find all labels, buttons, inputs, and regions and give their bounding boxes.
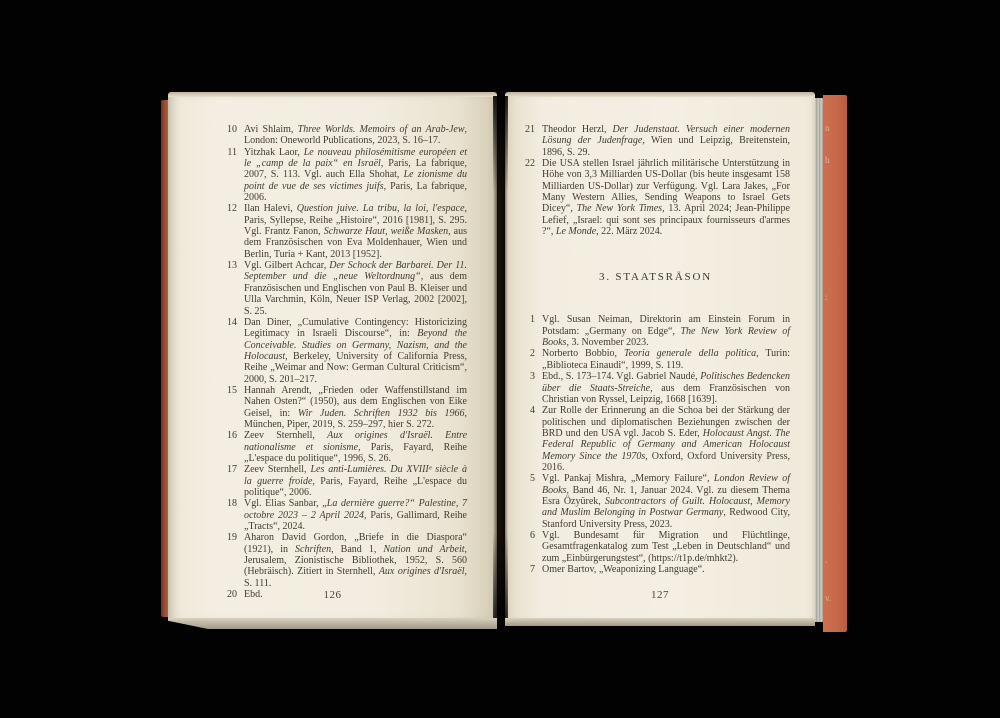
footnote-item [223,430,467,464]
footnote-item [521,564,790,575]
footnote-number: 5 [530,473,535,485]
footnote-item [223,464,467,498]
footnote-number: 10 [227,124,237,135]
fore-edge-showthrough-glyph: . [825,555,828,565]
footnote-text: Vgl. Susan Neiman, Direktorin am Einstein Forum in Potsdam: „Germany on Edge“, The New York Review of Books, 3. November 2023. [542,314,791,349]
footnote-text: Vgl. Gilbert Achcar, Der Schock der Barbarei. Der 11. September und die „neue Weltordnung“, aus dem Französischen und Englischen von Paul B. Kleiser und Ulla Varchmin, Köln, Neuer ISP Verlag, 2002 [2002], S. 25. [244,260,467,317]
footnote-text: Aharon David Gordon, „Briefe in die Diaspora“ (1921), in Schriften, Band 1, Nation und Arbeit, Jerusalem, Zionistische Bibliothek, 1952, S. 560 (Hebräisch). Zitiert in Sternhell, Aux origines d'Israël, S. 111. [244,532,467,589]
footnote-item [223,203,467,260]
footnote-number: 11 [227,146,237,158]
footnote-number: 22 [525,158,535,170]
footnote-item [521,405,790,473]
footnote-text: Ebd., S. 173–174. Vgl. Gabriel Naudé, Politisches Bedencken über die Staats-Streiche, aus dem Französischen von Christian von Ryssel, Leipzig, 1668 [1639]. [542,371,790,405]
footnotes-list-right-top [521,124,790,237]
fore-edge-showthrough-glyph: h [825,155,830,165]
fore-edge-showthrough-glyph: : [825,292,828,302]
footnote-text: Ebd. [244,589,263,601]
footnote-text: Die USA stellen Israel jährlich militärische Unterstützung in Höhe von 3,3 Milliarden US-Dollar (bis heute insgesamt 158 Milliarden US-Dollar) zur Verfügung. Vgl. Lara Jakes, „For Many Western Allies, Sending Weapons to Israel Gets Dicey“, The New York Times, 13. April 2024; Jean-Philippe Lefief, „Israel: qui sont ses principaux fournisseurs d'armes ?“, Le Monde, 22. März 2024. [542,158,790,238]
footnote-item [521,348,790,371]
footnote-item [223,532,467,589]
footnote-item [223,260,467,317]
footnote-number: 18 [227,498,237,510]
footnote-text: Zeev Sternhell, Les anti-Lumières. Du XVIIIᵉ siècle à la guerre froide, Paris, Fayard, Reihe „L'espace du politique“, 2006. [244,464,467,498]
footnote-number: 4 [530,405,535,417]
footnote-number: 13 [227,260,237,272]
footnote-number: 7 [530,564,535,575]
footnote-text: Norberto Bobbio, Teoria generale della politica, Turin: „Biblioteca Einaudi“, 1999, S. 119. [542,348,791,371]
fore-edge-showthrough-glyph: v. [825,593,832,603]
book-cover-edge-right [823,95,847,632]
page-number-left: 126 [323,589,342,601]
page-number-right: 127 [651,589,669,601]
footnote-text: Dan Diner, „Cumulative Contingency: Historicizing Legitimacy in Israeli Discourse“, in: Beyond the Conceivable. Studies on Germany, Nazism, and the Holocaust, Berkeley, University of California Press, Reihe „Weimar and Now: German Cultural Criticism“, 2000, S. 201–217. [244,316,467,385]
footnote-item [521,530,790,564]
footnote-item [223,385,467,430]
footnote-item [223,147,467,204]
book-page-right [505,97,815,618]
footnote-item [521,371,790,405]
fore-edge-showthrough-glyph: n [825,123,830,133]
footnote-text: Vgl. Pankaj Mishra, „Memory Failure“, London Review of Books, Band 46, Nr. 1, Januar 2024. Vgl. zu diesem Thema Esra Özyürek, Subcontractors of Guilt. Holocaust, Memory and Muslim Belonging in Postwar Germany, Redwood City, Stanford University Press, 2023. [542,473,791,530]
section-heading: 3. STAATSRÄSON [599,271,712,284]
book-gutter-shadow [493,96,508,628]
footnote-number: 12 [227,203,237,215]
footnote-number: 20 [227,589,237,601]
footnote-text: Theodor Herzl, Der Judenstaat. Versuch einer modernen Lösung der Judenfrage, Wien und Leipzig, Breitenstein, 1896, S. 29. [542,124,790,158]
footnote-text: Zur Rolle der Erinnerung an die Schoa bei der Stärkung der politischen und diplomatischen Beziehungen zwischen der BRD und den USA vgl. Jacob S. Eder, Holocaust Angst. The Federal Republic of Germany and American Holocaust Memory Since the 1970s, Oxford, Oxford University Press, 2016. [542,405,790,473]
page-edge-stack-right [505,618,815,626]
book-page-left [168,97,497,618]
footnote-number: 15 [227,384,237,396]
footnote-text: Avi Shlaim, Three Worlds. Memoirs of an Arab-Jew, London: Oneworld Publications, 2023, S. 16–17. [244,124,467,147]
footnote-text: Vgl. Bundesamt für Migration und Flüchtlinge, Gesamtfragenkatalog zum Test „Leben in Deutschland“ und zum „Einbürgerungstest“, (https://t1p.de/mhkt2). [542,529,790,564]
footnote-item [223,317,467,385]
footnote-text: Ilan Halevi, Question juive. La tribu, la loi, l'espace, Paris, Syllepse, Reihe „Histoire“, 2016 [1981], S. 295. Vgl. Frantz Fanon, Schwarze Haut, weiße Masken, aus dem Französischen von Eva Moldenhauer, Wien und Berlin, Turia + Kant, 2013 [1952]. [244,203,468,260]
footnote-number: 3 [530,371,535,383]
footnotes-list-left [168,97,497,600]
footnotes-list-right [521,314,790,575]
footnote-text: Yitzhak Laor, Le nouveau philosémitisme européen et le „camp de la paix“ en Israël, Paris, La fabrique, 2007, S. 113. Vgl. auch Ella Shohat, Le zionisme du point de vue de ses victimes juifs, Paris, La fabrique, 2006. [244,146,467,204]
footnote-item [521,473,790,530]
page-fore-edge-strip [815,98,823,622]
footnote-number: 14 [227,316,237,328]
footnote-text: Omer Bartov, „Weaponizing Language“. [542,564,705,575]
footnote-item [223,124,467,147]
footnote-item [223,498,467,532]
footnote-item [521,158,790,237]
footnote-item [521,124,790,158]
footnote-number: 16 [227,430,237,442]
footnote-number: 6 [530,529,535,541]
footnote-number: 21 [525,124,535,135]
footnote-text: Zeev Sternhell, Aux origines d'Israël. Entre nationalisme et sionisme, Paris, Fayard, Reihe „L'espace du politique“, 1996, S. 26. [244,430,468,464]
footnote-text: Hannah Arendt, „Frieden oder Waffenstillstand im Nahen Osten?“ (1950), aus dem Englischen von Eike Geisel, in: Wir Juden. Schriften 1932 bis 1966, München, Piper, 2019, S. 259–297, hier S. 272. [244,384,467,430]
footnote-text: Vgl. Elias Sanbar, „La dernière guerre?“ Palestine, 7 octobre 2023 – 2 April 2024, Paris, Gallimard, Reihe „Tracts“, 2024. [244,498,467,533]
footnote-number: 1 [530,314,535,326]
footnote-number: 19 [227,532,237,544]
footnote-number: 2 [530,348,535,360]
footnote-number: 17 [227,464,237,476]
footnote-item [521,314,790,348]
page-edge-stack-left [168,618,497,629]
